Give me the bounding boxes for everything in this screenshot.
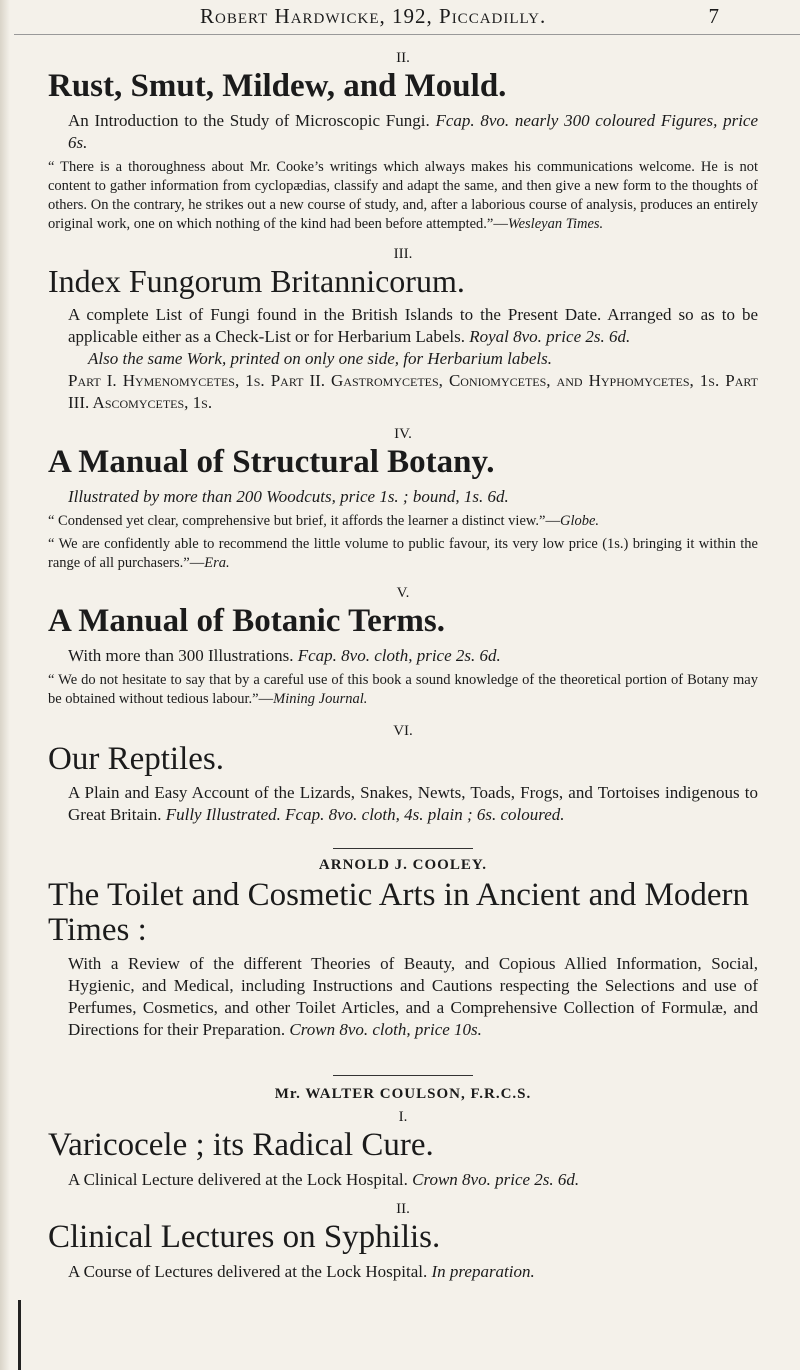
entry-description: A complete List of Fungi found in the British Islands to the Present Date. Arranged so as to be applicable either as a Check-List or for Herbarium Labels. Royal 8vo. price 2s. 6d. xyxy=(68,305,758,347)
entry-title: Our Reptiles. xyxy=(48,740,224,777)
entry-title: Rust, Smut, Mildew, and Mould. xyxy=(48,68,507,104)
margin-rule xyxy=(18,1300,21,1370)
entry-botanic-terms xyxy=(48,585,758,709)
entry-description: An Introduction to the Study of Microscopic Fungi. Fcap. 8vo. nearly 300 coloured Figures, price 6s. xyxy=(68,110,759,152)
entry-parts: Part I. Hymenomycetes, 1s. Part II. Gastromycetes, Coniomycetes, and Hyphomycetes, 1s. Part III. Ascomycetes, 1s. xyxy=(68,371,758,413)
page-number: 7 xyxy=(708,4,720,28)
entry-our-reptiles xyxy=(48,723,758,827)
entry-number: I. xyxy=(398,1109,408,1126)
entry-title: A Manual of Structural Botany. xyxy=(48,444,495,481)
running-header xyxy=(200,4,720,29)
entry-review: “ Condensed yet clear, comprehensive but brief, it affords the learner a distinct view.”—Globe. xyxy=(48,512,600,529)
entry-description: A Plain and Easy Account of the Lizards, Snakes, Newts, Toads, Frogs, and Tortoises indigenous to Great Britain. Fully Illustrated. Fcap. 8vo. cloth, 4s. plain ; 6s. coloured. xyxy=(68,783,758,825)
entry-description: With more than 300 Illustrations. Fcap. 8vo. cloth, price 2s. 6d. xyxy=(68,645,501,665)
entry-number: II. xyxy=(396,1201,410,1218)
entry-rust-smut xyxy=(48,50,758,234)
entry-number: III. xyxy=(393,245,413,262)
entry-description: A Clinical Lecture delivered at the Lock Hospital. Crown 8vo. price 2s. 6d. xyxy=(68,1170,580,1190)
entry-title: Index Fungorum Britannicorum. xyxy=(48,262,465,299)
entry-extra: Also the same Work, printed on only one side, for Herbarium labels. xyxy=(88,349,552,369)
entry-review: “ We are confidently able to recommend the little volume to public favour, its very low price (1s.) bringing it within the range of all purchasers.”—Era. xyxy=(48,535,758,571)
publisher-header: Robert Hardwicke, 192, Piccadilly. xyxy=(200,4,547,28)
entry-description: A Course of Lectures delivered at the Lock Hospital. In preparation. xyxy=(68,1261,535,1281)
entry-description: With a Review of the different Theories of Beauty, and Copious Allied Information, Social, Hygienic, and Medical, including Instructions and Cautions respecting the Selections and use of Perfumes, Cosmetics, and other Toilet Articles, and a Comprehensive Collection of Formulæ, and Directions for their Preparation. Crown 8vo. cloth, price 10s. xyxy=(68,954,758,1040)
section-cooley xyxy=(48,857,758,1041)
author-heading: Mr. WALTER COULSON, F.R.C.S. xyxy=(274,1086,532,1103)
section-coulson xyxy=(48,1086,758,1282)
entry-number: V. xyxy=(396,584,410,601)
entry-title: The Toilet and Cosmetic Arts in Ancient and Modern Times : xyxy=(48,877,749,948)
section-divider xyxy=(333,1075,473,1076)
entry-number: II. xyxy=(396,50,410,66)
entry-review: “ There is a thoroughness about Mr. Cooke’s writings which always makes his communications welcome. He is not content to gather information from cyclopædias, classify and adapt the same, and then give a new form to the thoughts of others. On the contrary, he strikes out a new course of study, and, after a laborious course of analysis, produces an entirely original work, one on which nothing of the kind had been before attempted.”—Wesleyan Times. xyxy=(48,158,758,232)
entry-structural-botany xyxy=(48,426,758,573)
entry-title: Varicocele ; its Radical Cure. xyxy=(48,1127,434,1164)
section-divider xyxy=(333,848,473,849)
entry-title: A Manual of Botanic Terms. xyxy=(48,602,445,639)
catalogue-content xyxy=(48,40,758,1283)
entry-number: IV. xyxy=(394,426,412,443)
header-rule xyxy=(14,34,800,35)
author-heading: ARNOLD J. COOLEY. xyxy=(318,857,488,874)
entry-review: “ We do not hesitate to say that by a careful use of this book a sound knowledge of the theoretical portion of Botany may be obtained without tedious labour.”—Mining Journal. xyxy=(48,671,758,707)
entry-title: Clinical Lectures on Syphilis. xyxy=(48,1219,441,1256)
entry-index-fungorum xyxy=(48,246,758,415)
page-spine xyxy=(0,0,10,1370)
entry-description: Illustrated by more than 200 Woodcuts, price 1s. ; bound, 1s. 6d. xyxy=(68,486,509,506)
entry-number: VI. xyxy=(393,722,413,739)
